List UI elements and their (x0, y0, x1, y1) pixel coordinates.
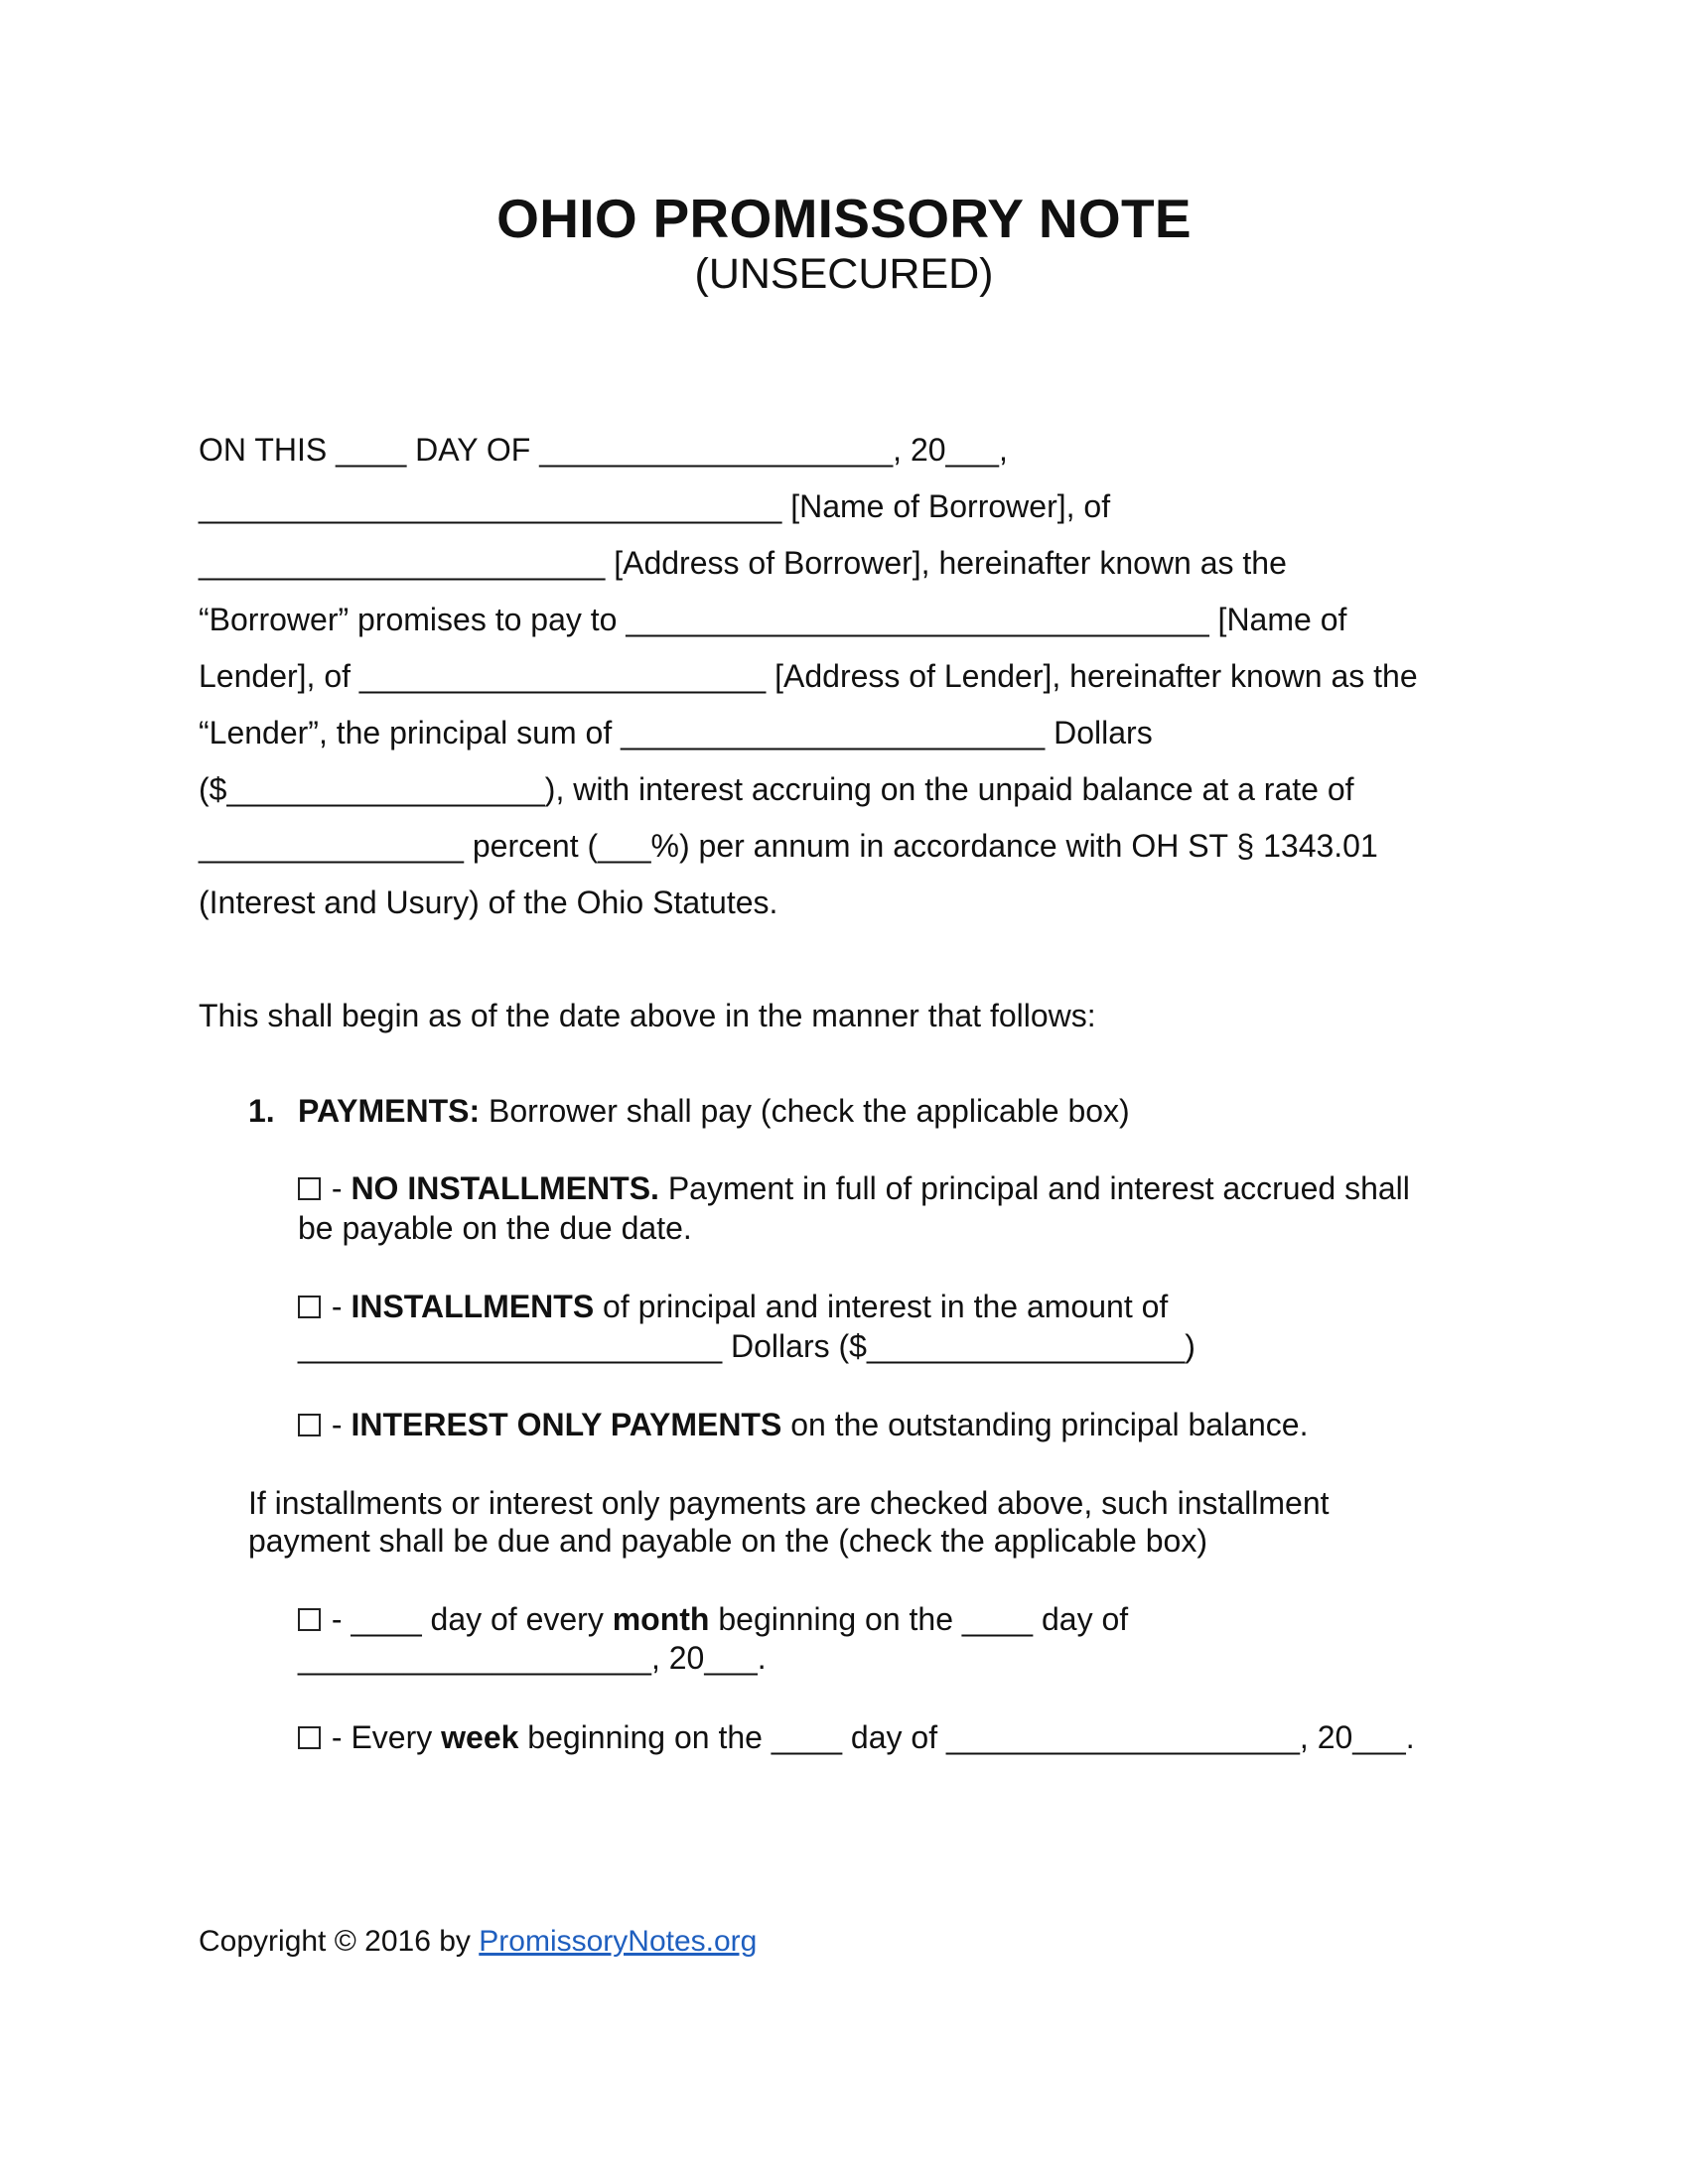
intro-line-principal: “Lender”, the principal sum of ________________________ Dollars (199, 715, 1153, 751)
payments-heading-label: PAYMENTS: (298, 1093, 481, 1129)
document-title: OHIO PROMISSORY NOTE (496, 188, 1192, 249)
intro-line-lender-address: Lender], of _______________________ [Address of Lender], hereinafter known as the (199, 658, 1418, 694)
no-installments-text-line2: be payable on the due date. (298, 1210, 692, 1246)
weekly-text-pre: - Every (323, 1719, 442, 1755)
monthly-date-line: ____________________, 20___. (298, 1640, 767, 1676)
option-dash: - (323, 1407, 352, 1442)
monthly-checkbox[interactable] (298, 1608, 321, 1631)
installments-checkbox[interactable] (298, 1296, 321, 1318)
payments-section-heading (248, 1091, 1130, 1131)
interest-only-checkbox[interactable] (298, 1414, 321, 1436)
intro-line-date: ON THIS ____ DAY OF ____________________, 20___, (199, 432, 1008, 468)
intro-line-principal-amount: ($__________________), with interest accruing on the unpaid balance at a rate of (199, 771, 1354, 807)
intro-line-borrower-name: _________________________________ [Name of Borrower], of (199, 488, 1111, 524)
promissory-notes-link[interactable]: PromissoryNotes.org (479, 1925, 758, 1958)
payments-heading-text: Borrower shall pay (check the applicable box) (480, 1093, 1130, 1129)
intro-line-interest-rate: _______________ percent (___%) per annum in accordance with OH ST § 1343.01 (199, 828, 1378, 864)
weekly-label: week (441, 1719, 519, 1755)
schedule-monthly (298, 1599, 1128, 1639)
interest-only-label: INTEREST ONLY PAYMENTS (351, 1407, 782, 1442)
option-dash: - (323, 1289, 352, 1324)
monthly-text-pre: - ____ day of every (323, 1601, 613, 1637)
copyright-footer (199, 1922, 757, 1962)
no-installments-checkbox[interactable] (298, 1177, 321, 1200)
option-dash: - (323, 1170, 352, 1206)
monthly-text-post: beginning on the ____ day of (709, 1601, 1129, 1637)
installments-label: INSTALLMENTS (351, 1289, 595, 1324)
no-installments-text: Payment in full of principal and interest accrued shall (658, 1170, 1410, 1206)
schedule-weekly (298, 1717, 1415, 1757)
copyright-text: Copyright © 2016 by (199, 1925, 480, 1958)
installments-text: of principal and interest in the amount of (594, 1289, 1169, 1324)
section-number: 1. (248, 1093, 275, 1129)
begin-text: This shall begin as of the date above in the manner that follows: (199, 998, 1096, 1033)
interest-only-text: on the outstanding principal balance. (781, 1407, 1309, 1442)
followup-line-2: payment shall be due and payable on the (check the applicable box) (248, 1523, 1207, 1559)
installments-amount-line: ________________________ Dollars ($__________________) (298, 1328, 1196, 1364)
monthly-label: month (612, 1601, 710, 1637)
no-installments-label: NO INSTALLMENTS. (351, 1170, 659, 1206)
option-interest-only (298, 1405, 1308, 1444)
intro-line-lender-name: “Borrower” promises to pay to _________________________________ [Name of (199, 602, 1347, 637)
intro-line-borrower-address: _______________________ [Address of Borrower], hereinafter known as the (199, 545, 1287, 581)
option-installments (298, 1287, 1168, 1326)
weekly-text-post: beginning on the ____ day of ____________________, 20___. (518, 1719, 1415, 1755)
weekly-checkbox[interactable] (298, 1726, 321, 1749)
followup-line-1: If installments or interest only payments are checked above, such installment (248, 1485, 1330, 1521)
option-no-installments (298, 1168, 1410, 1208)
intro-line-statute: (Interest and Usury) of the Ohio Statutes. (199, 885, 778, 920)
document-subtitle: (UNSECURED) (694, 250, 994, 298)
